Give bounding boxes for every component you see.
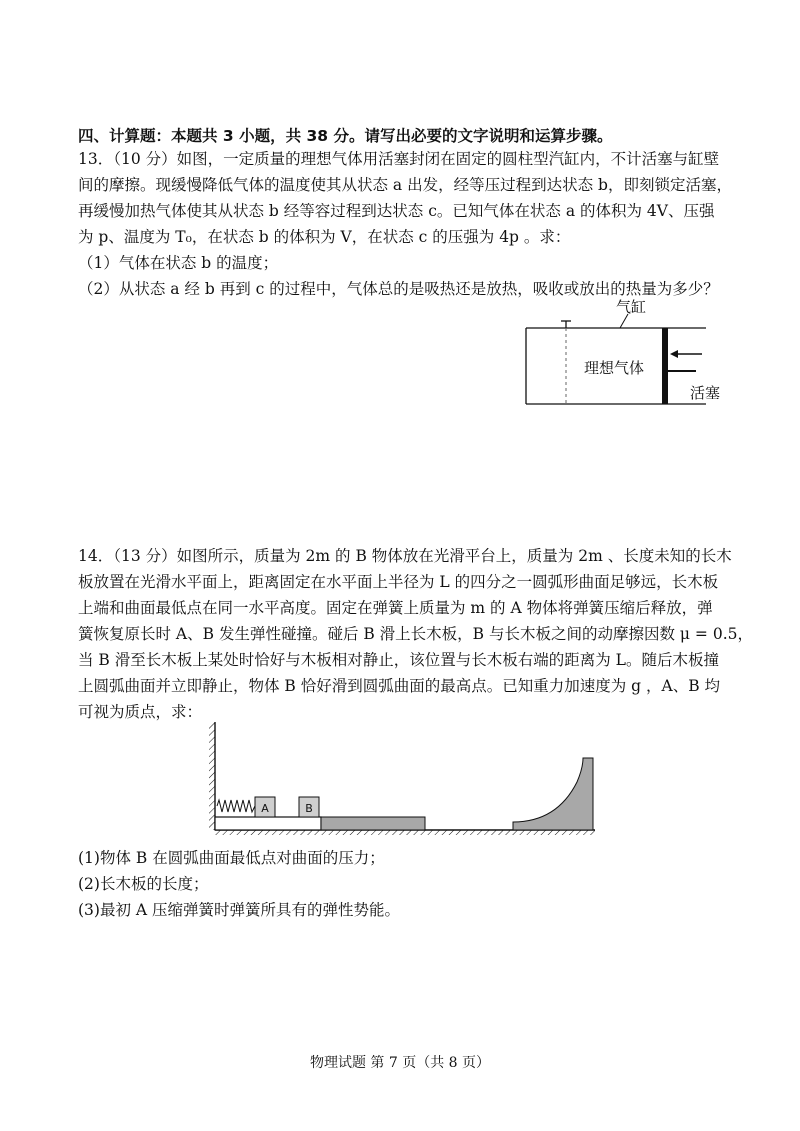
q13-line: 为 p、温度为 T₀，在状态 b 的体积为 V，在状态 c 的压强为 4p 。求： — [78, 228, 571, 246]
q13-cylinder-figure — [520, 296, 740, 408]
q14-line: 可视为质点，求： — [78, 703, 203, 721]
q13-line: 13．（10 分）如图，一定质量的理想气体用活塞封闭在固定的圆柱型汽缸内，不计活塞与缸壁 — [78, 150, 720, 168]
spring — [217, 800, 255, 812]
block-a-label: A — [261, 802, 269, 815]
label-ideal-gas: 理想气体 — [584, 359, 645, 377]
page-footer: 物理试题 第 7 页（共 8 页） — [309, 1055, 491, 1071]
q14-line: 当 B 滑至长木板上某处时恰好与木板相对静止，该位置与长木板右端的距离为 L。随后木板撞 — [78, 651, 719, 669]
q14-line: 簧恢复原长时 A、B 发生弹性碰撞。碰后 B 滑上长木板，B 与长木板之间的动摩擦因数 μ = 0.5， — [78, 625, 753, 643]
q14-line: 上圆弧曲面并立即静止，物体 B 恰好滑到圆弧曲面的最高点。已知重力加速度为 g ，A、B 均 — [78, 677, 721, 695]
q13-line: 再缓慢加热气体使其从状态 b 经等容过程到达状态 c。已知气体在状态 a 的体积为 4V、压强 — [78, 202, 715, 220]
question-14-text — [78, 543, 753, 725]
q14-mechanics-figure — [205, 718, 600, 836]
q14-line: 14．（13 分）如图所示，质量为 2m 的 B 物体放在光滑平台上，质量为 2m 、长度未知的长木 — [78, 547, 732, 565]
q13-sub-question-2: （2）从状态 a 经 b 再到 c 的过程中，气体总的是吸热还是放热，吸收或放出的热量为多少？ — [78, 280, 719, 298]
ground-hatching — [215, 830, 595, 835]
left-wall-hatching — [209, 722, 215, 830]
q14-sub-question-2: (2)长木板的长度； — [78, 875, 209, 893]
q13-sub-question-1: （1）气体在状态 b 的温度； — [78, 254, 279, 272]
long-board — [321, 817, 425, 830]
q14-line: 上端和曲面最低点在同一水平高度。固定在弹簧上质量为 m 的 A 物体将弹簧压缩后释放，弹 — [78, 599, 713, 617]
q13-line: 间的摩擦。现缓慢降低气体的温度使其从状态 a 出发，经等压过程到达状态 b，即刻锁定活塞， — [78, 176, 732, 194]
q14-sub-question-1: (1)物体 B 在圆弧曲面最低点对曲面的压力； — [78, 849, 385, 867]
piston — [662, 328, 668, 404]
question-13-text — [78, 146, 732, 250]
q14-line: 板放置在光滑水平面上，距离固定在水平面上半径为 L 的四分之一圆弧形曲面足够远，长木板 — [78, 573, 719, 591]
smooth-platform — [215, 817, 321, 830]
curved-surface — [513, 758, 593, 830]
force-arrow-icon — [670, 350, 678, 358]
q14-sub-question-3: (3)最初 A 压缩弹簧时弹簧所具有的弹性势能。 — [78, 901, 401, 919]
section-title: 四、计算题：本题共 3 小题，共 38 分。请写出必要的文字说明和运算步骤。 — [78, 127, 613, 145]
label-piston: 活塞 — [690, 384, 721, 402]
block-b-label: B — [305, 802, 313, 815]
cylinder-leader-line — [620, 314, 628, 328]
label-cylinder: 气缸 — [616, 298, 647, 316]
